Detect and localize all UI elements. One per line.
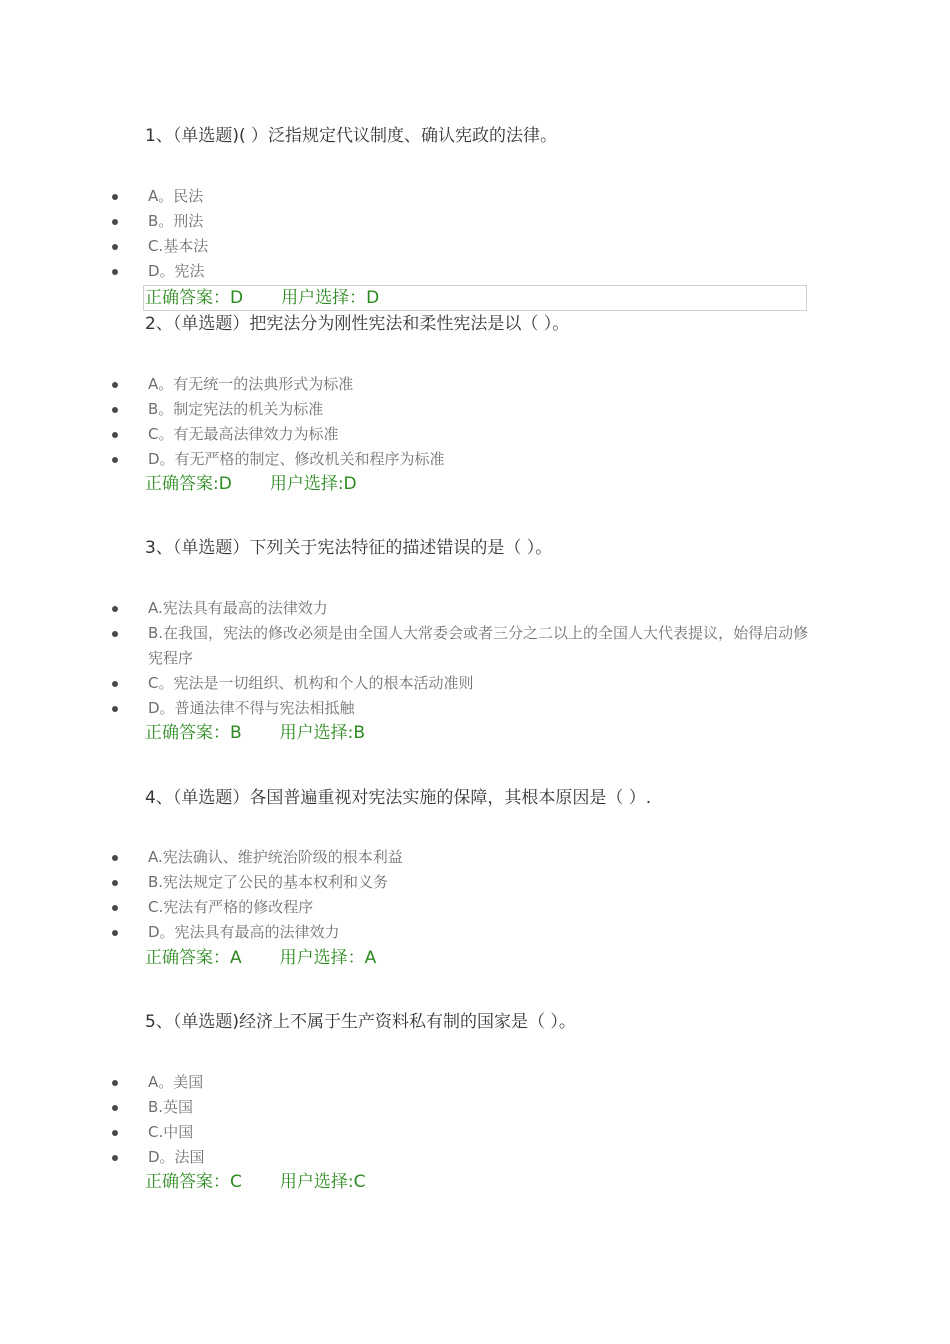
bullet-icon <box>112 681 118 687</box>
question-title: 5、（单选题)经济上不属于生产资料私有制的国家是（ ）。 <box>145 1012 576 1032</box>
option-item: C.基本法 <box>0 234 950 259</box>
correct-answer: 正确答案：A <box>145 948 242 968</box>
question-title: 1、（单选题)( ）泛指规定代议制度、确认宪政的法律。 <box>145 126 557 146</box>
option-item: A.宪法具有最高的法律效力 <box>0 596 950 621</box>
bullet-icon <box>112 407 118 413</box>
bullet-icon <box>112 1080 118 1086</box>
option-item: D。宪法 <box>0 259 950 284</box>
option-item: C.宪法有严格的修改程序 <box>0 895 950 920</box>
answer-line-3 <box>145 721 365 745</box>
bullet-icon <box>112 457 118 463</box>
bullet-icon <box>112 1155 118 1161</box>
correct-answer: 正确答案：C <box>145 1172 242 1192</box>
answer-line-5 <box>145 1170 365 1194</box>
bullet-icon <box>112 606 118 612</box>
correct-answer: 正确答案：D <box>145 288 244 308</box>
option-item: D。有无严格的制定、修改机关和程序为标准 <box>0 447 950 472</box>
option-item: A。有无统一的法典形式为标准 <box>0 372 950 397</box>
bullet-icon <box>112 1105 118 1111</box>
user-choice: 用户选择:C <box>279 1172 366 1192</box>
answer-line-1 <box>145 286 379 310</box>
option-item: B。制定宪法的机关为标准 <box>0 397 950 422</box>
option-item: B。刑法 <box>0 209 950 234</box>
option-item: C。有无最高法律效力为标准 <box>0 422 950 447</box>
answer-line-2 <box>145 472 357 496</box>
question-title: 4、（单选题）各国普遍重视对宪法实施的保障，其根本原因是（ ）. <box>145 788 652 808</box>
option-item: B.英国 <box>0 1095 950 1120</box>
option-item: D。宪法具有最高的法律效力 <box>0 920 950 945</box>
option-item: A。美国 <box>0 1070 950 1095</box>
user-choice: 用户选择：A <box>279 948 377 968</box>
option-item: A。民法 <box>0 184 950 209</box>
correct-answer: 正确答案:D <box>145 474 232 494</box>
bullet-icon <box>112 269 118 275</box>
option-item: C。宪法是一切组织、机构和个人的根本活动准则 <box>0 671 950 696</box>
option-item: D。普通法律不得与宪法相抵触 <box>0 696 950 721</box>
question-title: 2、（单选题）把宪法分为刚性宪法和柔性宪法是以（ ）。 <box>145 314 570 334</box>
answer-line-4 <box>145 946 376 970</box>
option-item: C.中国 <box>0 1120 950 1145</box>
bullet-icon <box>112 930 118 936</box>
user-choice: 用户选择：D <box>281 288 380 308</box>
bullet-icon <box>112 382 118 388</box>
user-choice: 用户选择:B <box>279 723 366 743</box>
option-item: B.在我国，宪法的修改必须是由全国人大常委会或者三分之二以上的全国人大代表提议，始得启动修宪程序 <box>0 621 950 671</box>
question-title: 3、（单选题）下列关于宪法特征的描述错误的是（ ）。 <box>145 538 553 558</box>
bullet-icon <box>112 219 118 225</box>
bullet-icon <box>112 855 118 861</box>
bullet-icon <box>112 706 118 712</box>
option-item: D。法国 <box>0 1145 950 1170</box>
option-item: A.宪法确认、维护统治阶级的根本利益 <box>0 845 950 870</box>
correct-answer: 正确答案：B <box>145 723 242 743</box>
bullet-icon <box>112 631 118 637</box>
bullet-icon <box>112 1130 118 1136</box>
option-item: B.宪法规定了公民的基本权利和义务 <box>0 870 950 895</box>
user-choice: 用户选择:D <box>269 474 357 494</box>
bullet-icon <box>112 880 118 886</box>
bullet-icon <box>112 244 118 250</box>
bullet-icon <box>112 194 118 200</box>
bullet-icon <box>112 432 118 438</box>
bullet-icon <box>112 905 118 911</box>
